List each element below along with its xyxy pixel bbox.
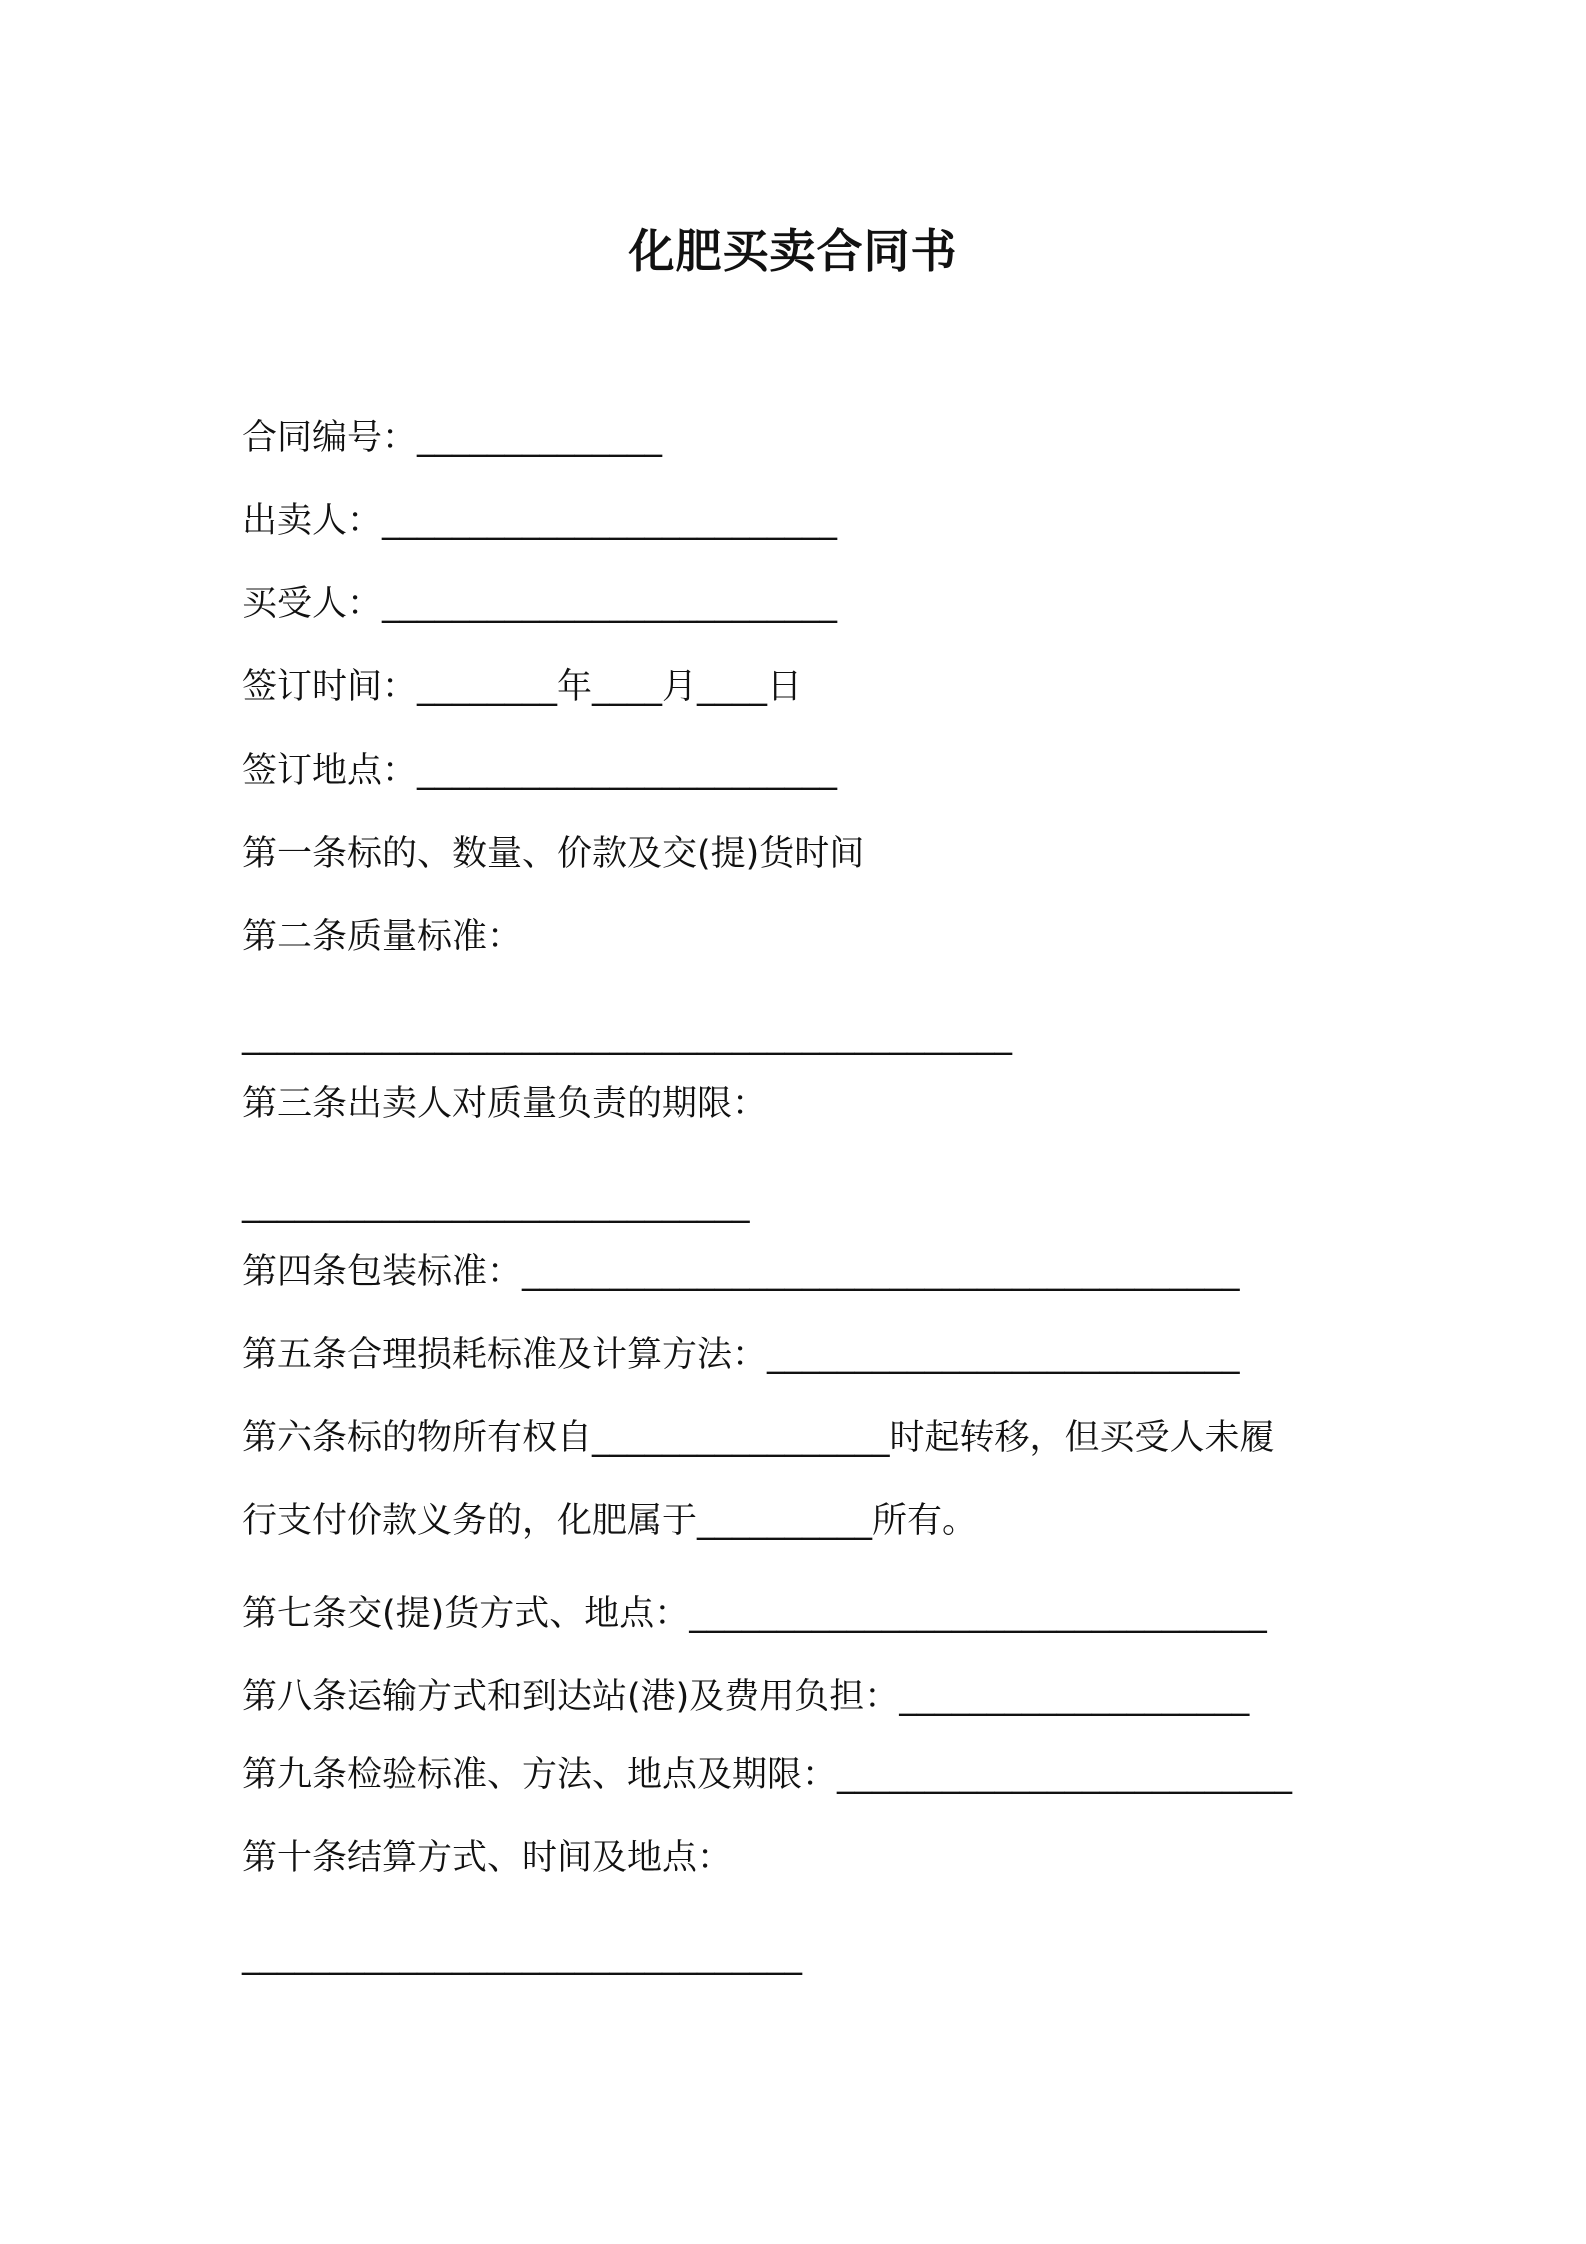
article-10-blank-line: ________________________________ [242, 1936, 802, 1976]
article-4-line: 第四条包装标准：_________________________________________ [242, 1252, 1240, 1292]
article-5-line: 第五条合理损耗标准及计算方法：___________________________ [242, 1335, 1240, 1375]
seller-line: 出卖人：__________________________ [242, 501, 838, 541]
article-10-line: 第十条结算方式、时间及地点： [242, 1838, 733, 1878]
article-2-blank-line: ____________________________________________ [242, 1016, 1012, 1056]
buyer-line: 买受人：__________________________ [242, 584, 838, 624]
signing-place-line: 签订地点：________________________ [242, 751, 838, 791]
contract-number-line: 合同编号：______________ [242, 418, 663, 458]
article-6-line-1: 第六条标的物所有权自_________________时起转移，但买受人未履 [242, 1418, 1275, 1458]
article-6-line-2: 行支付价款义务的，化肥属于__________所有。 [242, 1501, 978, 1541]
article-7-line: 第七条交(提)货方式、地点：_________________________________ [242, 1594, 1267, 1634]
signing-date-line: 签订时间：________年____月____日 [242, 667, 803, 707]
article-3-blank-line: _____________________________ [242, 1184, 750, 1224]
article-1-line: 第一条标的、数量、价款及交(提)货时间 [242, 834, 865, 874]
article-8-line: 第八条运输方式和到达站(港)及费用负担：____________________ [242, 1677, 1250, 1717]
article-9-line: 第九条检验标准、方法、地点及期限：__________________________ [242, 1755, 1293, 1795]
article-3-line: 第三条出卖人对质量负责的期限： [242, 1084, 768, 1124]
article-2-line: 第二条质量标准： [242, 917, 523, 957]
document-title: 化肥买卖合同书 [628, 224, 958, 278]
